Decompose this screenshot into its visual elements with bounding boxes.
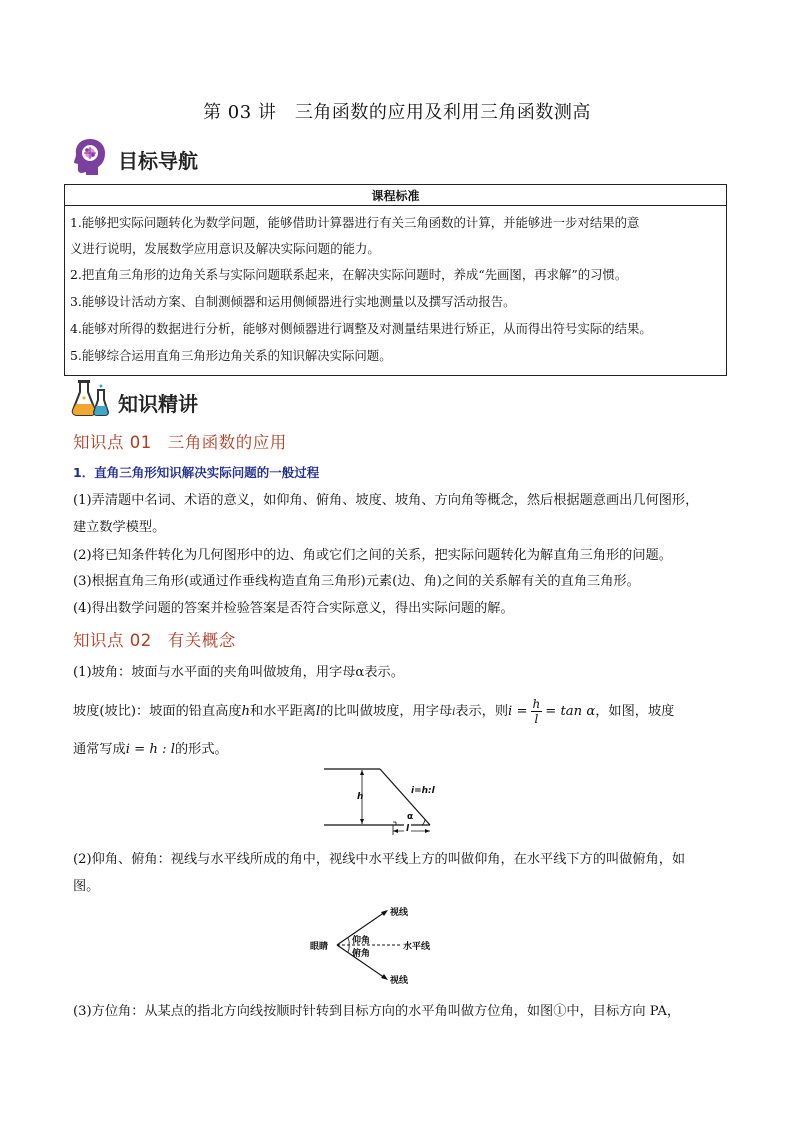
kp1-name: 三角函数的应用: [167, 433, 287, 452]
slope-l-label: l: [406, 824, 410, 834]
sight-horizontal-label: 水平线: [403, 942, 431, 952]
section-heading-goals: 目标导航: [118, 149, 198, 173]
standard-item: 3.能够设计活动方案、自制测倾器和运用侧倾器进行实地测量以及撰写活动报告。: [70, 294, 516, 309]
slope-diagram: [322, 764, 434, 836]
knowledge-point-02-heading: [73, 627, 236, 651]
kp1-subheading: 1．直角三角形知识解决实际问题的一般过程: [73, 465, 320, 480]
kp2-slope-angle-text: (1)坡角：坡面与水平面的夹角叫做坡角，用字母α表示。: [73, 665, 404, 680]
sight-depression-label: 俯角: [352, 949, 371, 959]
sight-up-label: 视线: [390, 908, 409, 918]
knowledge-point-01-heading: [73, 429, 287, 453]
kp2-elevation-text-cont: 图。: [73, 879, 100, 894]
table-divider: [64, 205, 727, 206]
standard-item: 4.能够对所得的数据进行分析，能够对侧倾器进行调整及对测量结果进行矫正，从而得出符号实际的结果。: [70, 321, 652, 336]
brain-icon: [72, 136, 108, 176]
formula-rhs: = tan α: [545, 704, 596, 719]
standard-item: 2.把直角三角形的边角关系与实际问题联系起来，在解决实际问题时，养成“先画图，再求解”的习惯。: [70, 267, 628, 282]
sight-down-label: 视线: [390, 976, 409, 986]
kp1-number: 知识点 01: [73, 433, 152, 452]
page-title: 第 03 讲 三角函数的应用及利用三角函数测高: [203, 102, 591, 123]
kp1-paragraph: (1)弄清题中名词、术语的意义，如仰角、俯角、坡度、坡角、方向角等概念，然后根据题意画出几何图形，: [73, 493, 699, 508]
kp1-paragraph: 建立数学模型。: [73, 520, 166, 535]
standard-item: 1.能够把实际问题转化为数学问题，能够借助计算器进行有关三角函数的计算，并能够进一步对结果的意: [70, 215, 640, 230]
sight-eye-label: 眼睛: [310, 942, 329, 952]
slope-ratio-label: i=h:l: [411, 786, 435, 796]
flask-icon: [70, 378, 110, 418]
kp1-paragraph: (3)根据直角三角形(或通过作垂线构造直角三角形)元素(边、角)之间的关系解有关的直角三角形。: [73, 574, 640, 589]
kp2-number: 知识点 02: [73, 631, 152, 650]
kp2-elevation-text: (2)仰角、俯角：视线与水平线所成的角中，视线中水平线上方的叫做仰角，在水平线下方的叫做俯角，如: [73, 852, 686, 867]
section-heading-knowledge: 知识精讲: [118, 392, 198, 416]
sight-elevation-label: 仰角: [352, 936, 371, 946]
formula-lhs: i =: [508, 704, 528, 719]
kp2-bearing-text: (3)方位角：从某点的指北方向线按顺时针转到目标方向的水平角叫做方位角，如图①中，目标方向 PA，: [73, 1004, 681, 1019]
kp2-slope-ratio-text: 坡度(坡比)：坡面的铅直高度h和水平距离l的比叫做坡度，用字母i表示，则i = $\frac{h}{l}$ = tan α，如图，坡度: [73, 697, 675, 726]
kp1-paragraph: (4)得出数学问题的答案并检验答案是否符合实际意义，得出实际问题的解。: [73, 601, 514, 616]
slope-alpha-label: α: [407, 812, 414, 822]
standard-item: 5.能够综合运用直角三角形边角关系的知识解决实际问题。: [70, 348, 392, 363]
kp2-name: 有关概念: [167, 631, 236, 650]
standard-item: 义进行说明，发展数学应用意识及解决实际问题的能力。: [70, 241, 380, 256]
kp1-paragraph: (2)将已知条件转化为几何图形中的边、角或它们之间的关系，把实际问题转化为解直角三角形的问题。: [73, 548, 672, 563]
slope-h-label: h: [357, 792, 364, 802]
fraction-h-over-l: $\frac{h}{l}$: [532, 697, 541, 726]
course-standards-header: 课程标准: [371, 189, 420, 203]
kp2-slope-form-text: 通常写成i = h : l的形式。: [73, 742, 228, 757]
